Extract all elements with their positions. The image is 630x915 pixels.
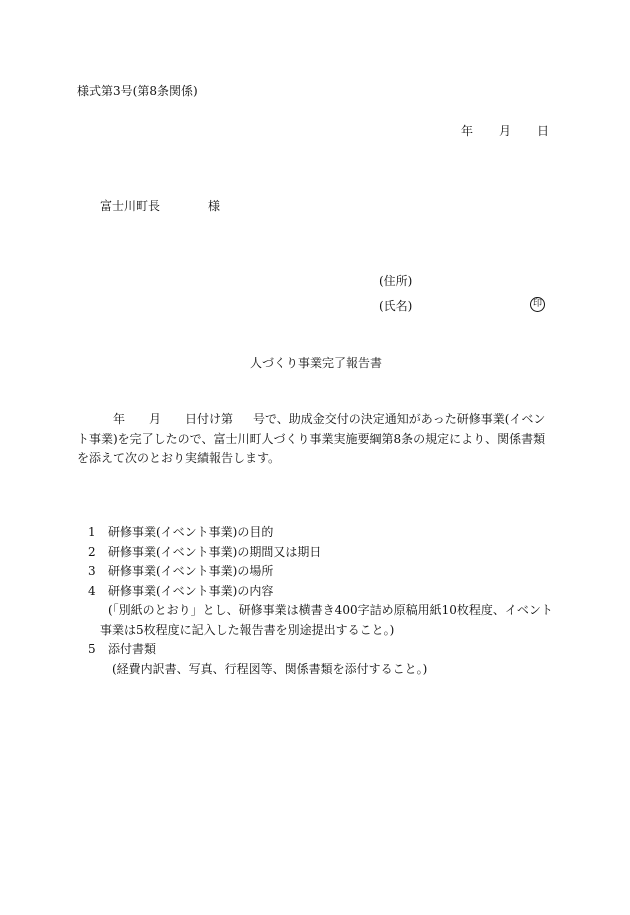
item-text: 研修事業(イベント事業)の場所	[108, 564, 274, 578]
body-month: 月	[149, 412, 162, 426]
item-number: 5	[88, 642, 96, 656]
item-text: 添付書類	[108, 642, 157, 656]
date-line	[461, 123, 549, 139]
body-day-ref: 日付け第	[185, 412, 234, 426]
item-number: 1	[88, 525, 96, 539]
date-day: 日	[537, 124, 550, 138]
list-item	[88, 640, 563, 660]
address-label: (住所)	[379, 274, 413, 288]
addressee-honorific: 様	[208, 199, 221, 213]
list-item	[88, 523, 563, 543]
list-item	[88, 562, 563, 582]
document-title: 人づくり事業完了報告書	[250, 356, 383, 370]
item-number: 2	[88, 544, 96, 559]
body-paragraph	[77, 410, 557, 469]
item-number: 4	[88, 583, 96, 598]
body-year: 年	[113, 412, 126, 426]
name-label: (氏名)	[379, 299, 413, 313]
form-number: 様式第3号(第8条関係)	[77, 84, 198, 98]
item-list	[88, 523, 563, 679]
body-rest: 号で、助成金交付の決定通知があった研修事業(イベント事業)を完了したので、富士川町人づくり事業実施要綱第8条の規定により、関係書類を添えて次のとおり実績報告します。	[77, 412, 546, 465]
item4-note: (「別紙のとおり」とし、研修事業は横書き400字詰め原稿用紙10枚程度、イベント事業は5枚程度に記入した報告書を別途提出すること。)	[100, 603, 553, 637]
item-text: 研修事業(イベント事業)の内容	[108, 583, 274, 598]
item-text: 研修事業(イベント事業)の期間又は期日	[108, 544, 322, 559]
list-item	[88, 543, 563, 563]
item-number: 3	[88, 564, 96, 578]
list-item	[88, 582, 563, 602]
addressee-name: 富士川町長	[100, 199, 161, 213]
date-year: 年	[461, 124, 474, 138]
addressee	[100, 198, 220, 214]
item-text: 研修事業(イベント事業)の目的	[108, 525, 274, 539]
item5-note: (経費内訳書、写真、行程図等、関係書類を添付すること。)	[112, 661, 428, 676]
seal-icon: 印	[530, 297, 545, 312]
date-month: 月	[499, 124, 512, 138]
